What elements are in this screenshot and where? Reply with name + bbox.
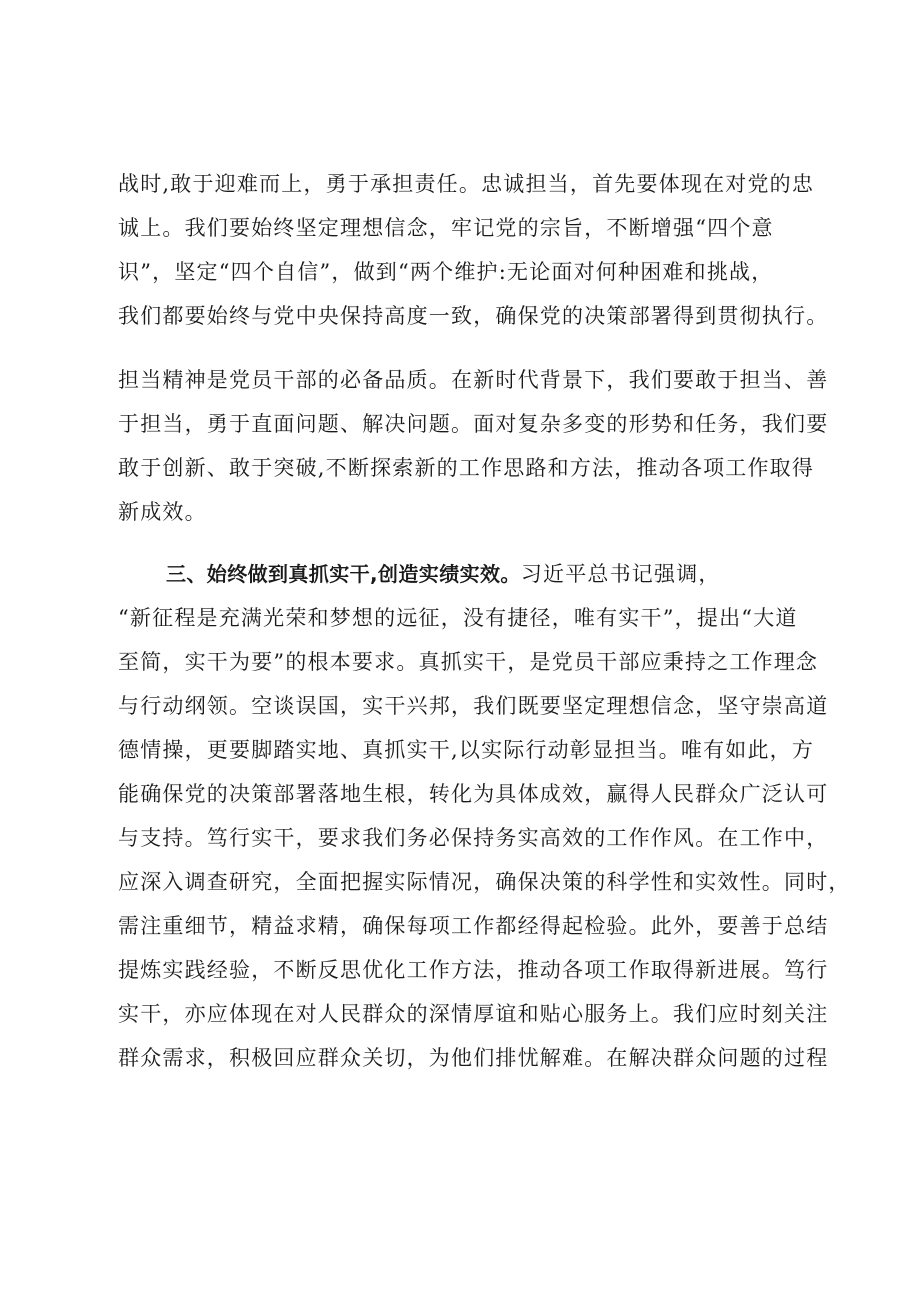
paragraph-line: “新征程是充满光荣和梦想的远征，没有捷径，唯有实干”，提出“大道 [118,606,798,630]
paragraph-line: 需注重细节，精益求精，确保每项工作都经得起检验。此外，要善于总结 [118,914,829,938]
paragraph-line: 能确保党的决策部署落地生根，转化为具体成效，赢得人民群众广泛认可 [118,782,829,806]
paragraph-line: 群众需求，积极回应群众关切，为他们排忧解难。在解决群众问题的过程 [118,1046,829,1070]
paragraph-line: 担当精神是党员干部的必备品质。在新时代背景下，我们要敢于担当、善 [118,368,829,392]
section-heading: 三、始终做到真抓实干,创造实绩实效。 [166,562,521,586]
paragraph-line: 战时,敢于迎难而上，勇于承担责任。忠诚担当，首先要体现在对党的忠 [118,172,815,196]
paragraph-line: 于担当，勇于直面问题、解决问题。面对复杂多变的形势和任务，我们要 [118,412,829,436]
paragraph-line: 提炼实践经验，不断反思优化工作方法，推动各项工作取得新进展。笃行 [118,958,829,982]
paragraph-line: 敢于创新、敢于突破,不断探索新的工作思路和方法，推动各项工作取得 [118,456,815,480]
paragraph-line: 实干，亦应体现在对人民群众的深情厚谊和贴心服务上。我们应时刻关注 [118,1002,829,1026]
paragraph-line: 至简，实干为要”的根本要求。真抓实干，是党员干部应秉持之工作理念 [118,650,819,674]
paragraph-line: 与行动纲领。空谈误国，实干兴邦，我们既要坚定理想信念，坚守崇高道 [118,694,829,718]
paragraph-line: 诚上。我们要始终坚定理想信念，牢记党的宗旨，不断增强“四个意 [118,216,774,240]
document-page [118,0,851,1301]
paragraph-line: 识”，坚定“四个自信”，做到“两个维护:无论面对何种困难和挑战， [118,260,774,284]
paragraph-line: 与支持。笃行实干，要求我们务必保持务实高效的工作作风。在工作中， [118,826,829,850]
section-heading-tail: 习近平总书记强调， [520,562,721,586]
paragraph-line: 我们都要始终与党中央保持高度一致，确保党的决策部署得到贯彻执行。 [118,304,829,328]
section-heading-line [166,560,721,588]
paragraph-line: 应深入调查研究，全面把握实际情况，确保决策的科学性和实效性。同时， [118,870,851,894]
paragraph-line: 德情操，更要脚踏实地、真抓实干,以实际行动彰显担当。唯有如此，方 [118,738,815,762]
paragraph-line: 新成效。 [118,500,207,524]
